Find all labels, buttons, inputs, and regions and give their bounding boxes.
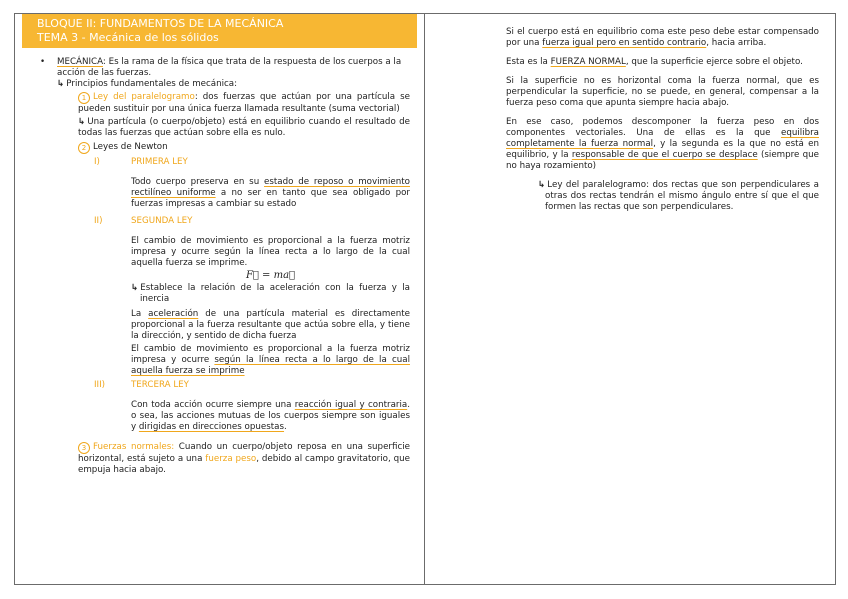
mecanica-block (22, 57, 417, 90)
chapter-title: BLOQUE II: FUNDAMENTOS DE LA MECÁNICA (37, 17, 284, 30)
principios-text: Principios fundamentales de mecánica: (66, 79, 238, 89)
t1-b: . o sea, las acciones mutuas de los cuerpos siempre son iguales y (131, 400, 410, 432)
r2-a: Esta es la (506, 57, 551, 67)
s4-line (131, 344, 410, 377)
r5-paragraph (538, 180, 819, 213)
s3-line (131, 309, 410, 342)
leyes-newton-title: Leyes de Newton (93, 142, 168, 152)
r4-paragraph (506, 117, 819, 172)
column-divider (424, 13, 425, 585)
r3-paragraph: Si la superficie no es horizontal coma la fuerza normal, que es perpendicular la superficie, no se puede, en general, compensar a la fuerza peso coma que apunta siempre hacia abajo. (506, 76, 819, 108)
fn-b: , debido al campo gravitatorio, que empuja hacia abajo. (78, 454, 410, 475)
fuerza-normal-term: FUERZA NORMAL (550, 57, 626, 67)
tercera-ley-title: TERCERA LEY (131, 380, 189, 390)
leyes-newton-line (78, 142, 417, 154)
segunda-ley-body (131, 236, 410, 377)
s2-text: Establece la relación de la aceleración con la fuerza y la inercia (140, 283, 410, 304)
arrow-icon: ↳ (131, 283, 139, 293)
tercera-ley-heading (94, 380, 417, 391)
s3-ul: aceleración (148, 309, 199, 319)
mecanica-definition (57, 57, 417, 79)
r2-b: , que la superficie ejerce sobre el objeto. (625, 57, 803, 67)
segunda-ley-title: SEGUNDA LEY (131, 216, 193, 226)
tercera-ley-text (131, 400, 410, 433)
number-2-icon: 2 (78, 142, 90, 154)
bullet-icon: • (40, 57, 46, 67)
mecanica-term: MECÁNICA (57, 57, 103, 67)
t1-c: . (284, 422, 287, 432)
r1-a: Si el cuerpo está en equilibrio coma este peso debe estar compensado por una (506, 27, 819, 48)
number-1-icon: 1 (78, 92, 90, 104)
fn-a: Cuando un cuerpo/objeto reposa en una superficie horizontal, está sujeto a una (78, 442, 410, 464)
chapter-header (22, 14, 417, 48)
equilibrio-text: Una partícula (o cuerpo/objeto) está en equilibrio cuando el resultado de todas las fuerzas que actúan sobre ella es nulo. (78, 117, 410, 138)
left-column (22, 14, 417, 476)
p1-b: a no ser en tanto que sea obligado por fuerzas impresas a cambiar su estado (131, 188, 410, 209)
primera-ley-title: PRIMERA LEY (131, 157, 188, 167)
s4-a: El cambio de movimiento es proporcional a la fuerza motriz impresa y ocurre (131, 344, 410, 365)
r4-b: , y la segunda es la que no está en equilibrio, y la (506, 139, 819, 160)
primera-ley-text (131, 177, 410, 210)
s3-a: La (131, 309, 149, 319)
s4-ul: según la línea recta a lo largo de la cual aquella fuerza se imprime (131, 355, 410, 376)
fuerzas-normales-term: Fuerzas normales: (93, 442, 175, 452)
roman-1: I) (94, 157, 100, 167)
r5-text: Ley del paralelogramo: dos rectas que son perpendiculares a otras dos rectas tendrán el mismo ángulo entre sí que el que formen las rectas que son perpendiculares. (545, 180, 819, 212)
t1-ul2: dirigidas en direcciones opuestas (138, 422, 285, 432)
t1-ul: reacción igual y contraria (294, 400, 408, 410)
item-paralelogramo (78, 92, 410, 139)
p1-ul: estado de reposo o movimiento rectilíneo uniforme (131, 177, 410, 198)
paralelogramo-def: : dos fuerzas que actúan por una partícula se pueden sustituir por una única fuerza llamada resultante (suma vectorial) (78, 92, 410, 114)
s3-b: de una partícula material es directamente proporcional a la fuerza resultante que actúa sobre ella, y tiene la dirección, y sentido de dicha fuerza (131, 309, 410, 341)
paralelogramo-line (78, 92, 410, 115)
primera-ley-heading (94, 157, 417, 168)
item-fuerzas-normales (78, 442, 410, 476)
r4-a: En ese caso, podemos descomponer la fuerza peso en dos componentes vectoriales. Una de ellas es la que (506, 117, 819, 138)
fuerza-peso-term: fuerza peso (205, 454, 257, 464)
r4-ul2: responsable de que el cuerpo se desplace (571, 150, 758, 160)
arrow-icon: ↳ (78, 117, 86, 127)
r1-b: , hacia arriba. (706, 38, 767, 48)
s1-text: El cambio de movimiento es proporcional a la fuerza motriz impresa y ocurre según la línea recta a lo largo de la cual aquella fuerza se imprime. (131, 236, 410, 268)
roman-3: III) (94, 380, 106, 390)
paralelogramo-term: Ley del paralelogramo (93, 92, 195, 102)
right-column (506, 27, 819, 213)
segunda-ley-heading (94, 216, 417, 227)
r2-paragraph (506, 57, 819, 68)
roman-2: II) (94, 216, 103, 226)
equilibrio-line (78, 117, 410, 139)
r1-paragraph (506, 27, 819, 49)
principios-line (57, 79, 417, 90)
arrow-icon: ↳ (538, 180, 546, 190)
s2-line (131, 283, 410, 305)
arrow-icon: ↳ (57, 79, 65, 89)
r4-ul: equilibra completamente la fuerza normal (506, 128, 819, 149)
mecanica-def-text: : Es la rama de la física que trata de la respuesta de los cuerpos a la acción de las fuerzas. (57, 57, 402, 78)
p1-a: Todo cuerpo preserva en su (131, 177, 265, 187)
t1-a: Con toda acción ocurre siempre una (131, 400, 295, 410)
topic-title: TEMA 3 - Mecánica de los sólidos (37, 31, 219, 44)
r1-ul: fuerza igual pero en sentido contrario (542, 38, 707, 48)
r4-c: (siempre que no haya rozamiento) (506, 150, 820, 171)
formula-f-ma: F⃗ = ma⃗ (245, 270, 296, 281)
item-newton (78, 142, 417, 154)
number-3-icon: 3 (78, 442, 90, 454)
